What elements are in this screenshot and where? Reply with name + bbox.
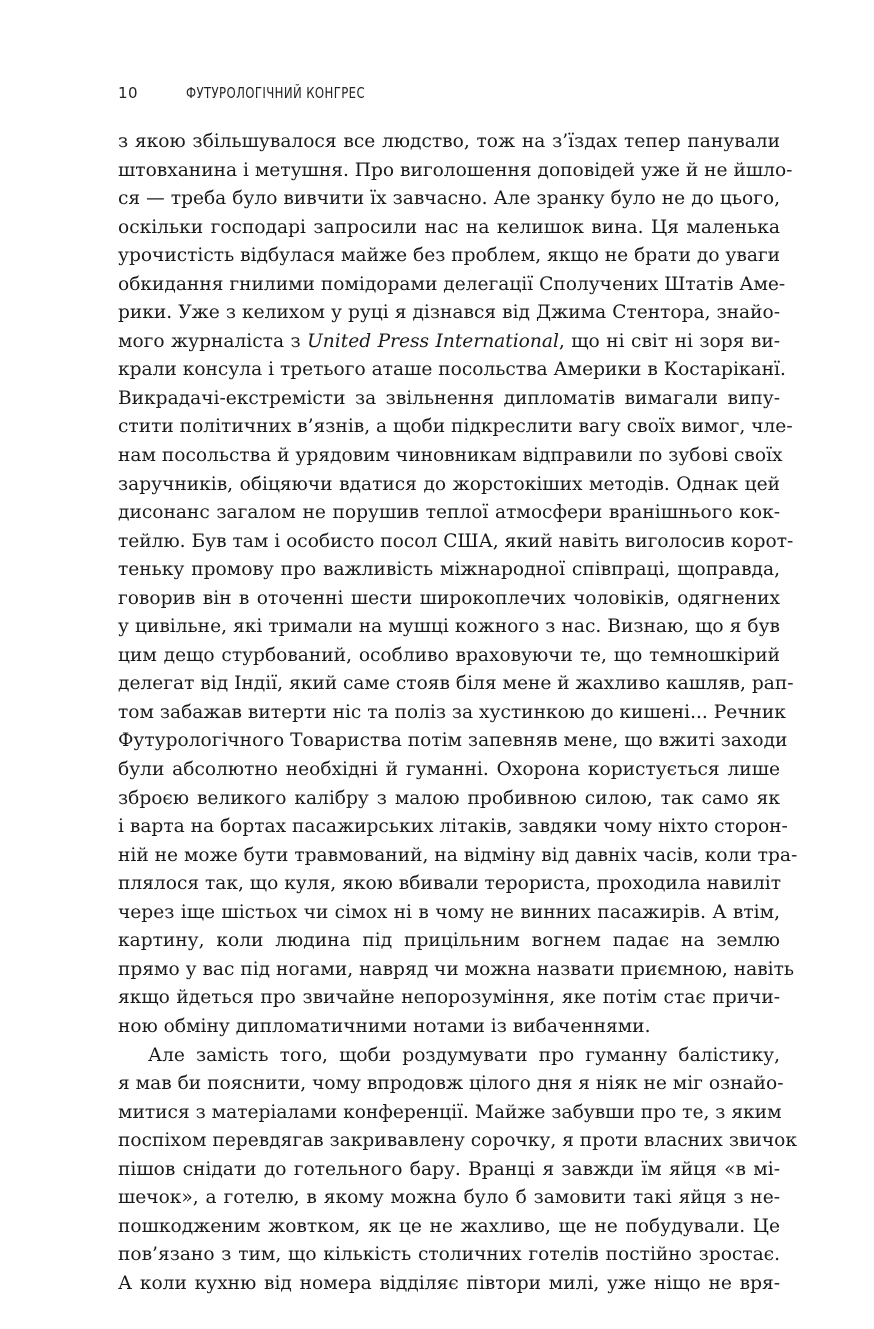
text-line	[118, 1070, 784, 1099]
text-segment: пішов снідати до готельного бару. Вранці я завжди їм яйця «в мі-	[118, 1158, 780, 1180]
text-line	[118, 214, 780, 243]
text-segment: у цивільне, які тримали на мушці кожного з нас. Визнаю, що я був	[118, 616, 780, 638]
text-line	[118, 1184, 780, 1213]
text-segment: том забажав витерти ніс та поліз за хустинкою до кишені... Речник	[118, 701, 786, 723]
text-line	[118, 670, 794, 699]
text-segment: прямо у вас під ногами, навряд чи можна назвати приємною, навіть	[118, 958, 795, 980]
text-segment: А коли кухню від номера відділяє півтори милі, уже ніщо не вря-	[118, 1272, 780, 1294]
text-line	[118, 927, 780, 956]
text-segment: митися з матеріалами конференції. Майже забувши про те, з яким	[118, 1101, 782, 1123]
text-line	[118, 842, 798, 871]
text-segment: якщо йдеться про звичайне непорозуміння, яке потім стає причи-	[118, 987, 780, 1009]
text-segment: дисонанс загалом не порушив теплої атмосфери вранішнього кок-	[118, 502, 780, 524]
text-line	[118, 813, 788, 842]
text-segment: делегат від Індії, який саме стояв біля мене й жахливо кашляв, рап-	[118, 673, 794, 695]
text-segment: я мав би пояснити, чому впродовж цілого дня я ніяк не міг ознайо-	[118, 1073, 784, 1095]
text-segment: плялося так, що куля, якою вбивали терориста, проходила навиліт	[118, 873, 781, 895]
text-segment: і варта на бортах пасажирських літаків, завдяки чому ніхто сторон-	[118, 816, 788, 838]
text-line	[118, 984, 780, 1013]
text-line	[118, 785, 780, 814]
text-line	[118, 556, 780, 585]
text-segment: штовханина і метушня. Про виголошення доповідей уже й не йшло-	[118, 159, 793, 181]
text-segment: урочистість відбулася майже без проблем, якщо не брати до уваги	[118, 245, 781, 267]
text-line	[118, 128, 780, 157]
text-segment: тейлю. Був там і особисто посол США, який навіть виголосив корот-	[118, 530, 794, 552]
text-line	[118, 585, 780, 614]
text-line	[118, 1099, 780, 1128]
text-line	[118, 413, 793, 442]
text-segment: шечок», а готелю, в якому можна було б замовити такі яйця з не-	[118, 1187, 780, 1209]
body-text	[118, 128, 798, 1298]
text-line	[118, 1213, 780, 1242]
text-segment: теньку промову про важливість міжнародної співпраці, щоправда,	[118, 559, 780, 581]
text-segment: стити політичних в’язнів, а щоби підкреслити вагу своїх вимог, чле-	[118, 416, 793, 438]
text-segment: цим дещо стурбований, особливо враховуючи те, що темношкірий	[118, 644, 780, 666]
text-line	[118, 1013, 780, 1042]
text-segment: ною обміну дипломатичними нотами із вибаченнями.	[118, 1015, 651, 1037]
text-line	[118, 356, 786, 385]
text-segment: були абсолютно необхідні й гуманні. Охорона користується лише	[118, 759, 780, 781]
text-line	[118, 899, 780, 928]
text-segment: картину, коли людина під прицільним вогнем падає на землю	[118, 930, 780, 952]
text-line	[118, 471, 780, 500]
running-title: ФУТУРОЛОГІЧНИЙ КОНГРЕС	[186, 84, 366, 102]
text-segment: Але замість того, щоби роздумувати про гуманну балістику,	[148, 1044, 780, 1066]
text-segment: з якою збільшувалося все людство, тож на з’їздах тепер панували	[118, 131, 780, 152]
text-segment: через іще шістьох чи сімох ні в чому не винних пасажирів. А втім,	[118, 901, 780, 923]
text-segment: ній не може бути травмований, на відміну від давніх часів, коли тра-	[118, 844, 798, 866]
text-line	[118, 613, 780, 642]
text-line	[118, 271, 786, 300]
text-segment: обкидання гнилими помідорами делегації Сполучених Штатів Аме-	[118, 273, 786, 295]
text-segment: поспіхом перевдягав закривавлену сорочку, я проти власних звичок	[118, 1130, 797, 1152]
text-segment: пошкодженим жовтком, як це не жахливо, ще не побудували. Це	[118, 1215, 780, 1237]
text-line	[118, 328, 780, 357]
text-segment: крали консула і третього аташе посольства Америки в Костаріканї.	[118, 359, 786, 381]
text-segment: ся — треба було вивчити їх завчасно. Але зранку було не до цього,	[118, 188, 780, 210]
text-line	[118, 1241, 780, 1270]
text-line	[118, 1042, 780, 1071]
text-line	[118, 528, 794, 557]
text-segment: Викрадачі-екстремісти за звільнення дипломатів вимагали випу-	[118, 387, 780, 409]
text-segment: , що ні світ ні зоря ви-	[558, 330, 780, 352]
text-line	[118, 1270, 780, 1299]
text-segment: зброєю великого калібру з малою пробивною силою, так само як	[118, 787, 780, 809]
text-segment: говорив він в оточенні шести широкоплечих чоловіків, одягнених	[118, 587, 780, 609]
text-segment: мого журналіста з	[118, 330, 308, 352]
text-line	[118, 185, 780, 214]
text-segment: нам посольства й урядовим чиновникам відправили по зубові своїх	[118, 445, 783, 467]
text-segment: оскільки господарі запросили нас на келишок вина. Ця маленька	[118, 216, 780, 238]
text-line	[118, 499, 780, 528]
text-line	[118, 385, 780, 414]
text-segment: пов’язано з тим, що кількість столичних готелів постійно зростає.	[118, 1244, 780, 1266]
text-line	[118, 727, 788, 756]
text-line	[118, 1127, 797, 1156]
text-line	[118, 157, 793, 186]
text-line	[118, 956, 795, 985]
page-number: 10	[118, 84, 139, 102]
text-segment: Футурологічного Товариства потім запевняв мене, що вжиті заходи	[118, 730, 788, 752]
running-head	[118, 84, 416, 102]
text-line	[118, 699, 786, 728]
text-line	[118, 299, 780, 328]
text-line	[118, 442, 783, 471]
text-line	[118, 1156, 780, 1185]
text-segment: заручників, обіцяючи вдатися до жорстокіших методів. Однак цей	[118, 473, 780, 495]
text-segment: рики. Уже з келихом у руці я дізнався від Джима Стентора, знайо-	[118, 302, 780, 324]
text-line	[118, 642, 780, 671]
text-line	[118, 870, 780, 899]
text-line	[118, 756, 780, 785]
text-segment: United Press International	[307, 330, 559, 352]
text-line	[118, 242, 780, 271]
